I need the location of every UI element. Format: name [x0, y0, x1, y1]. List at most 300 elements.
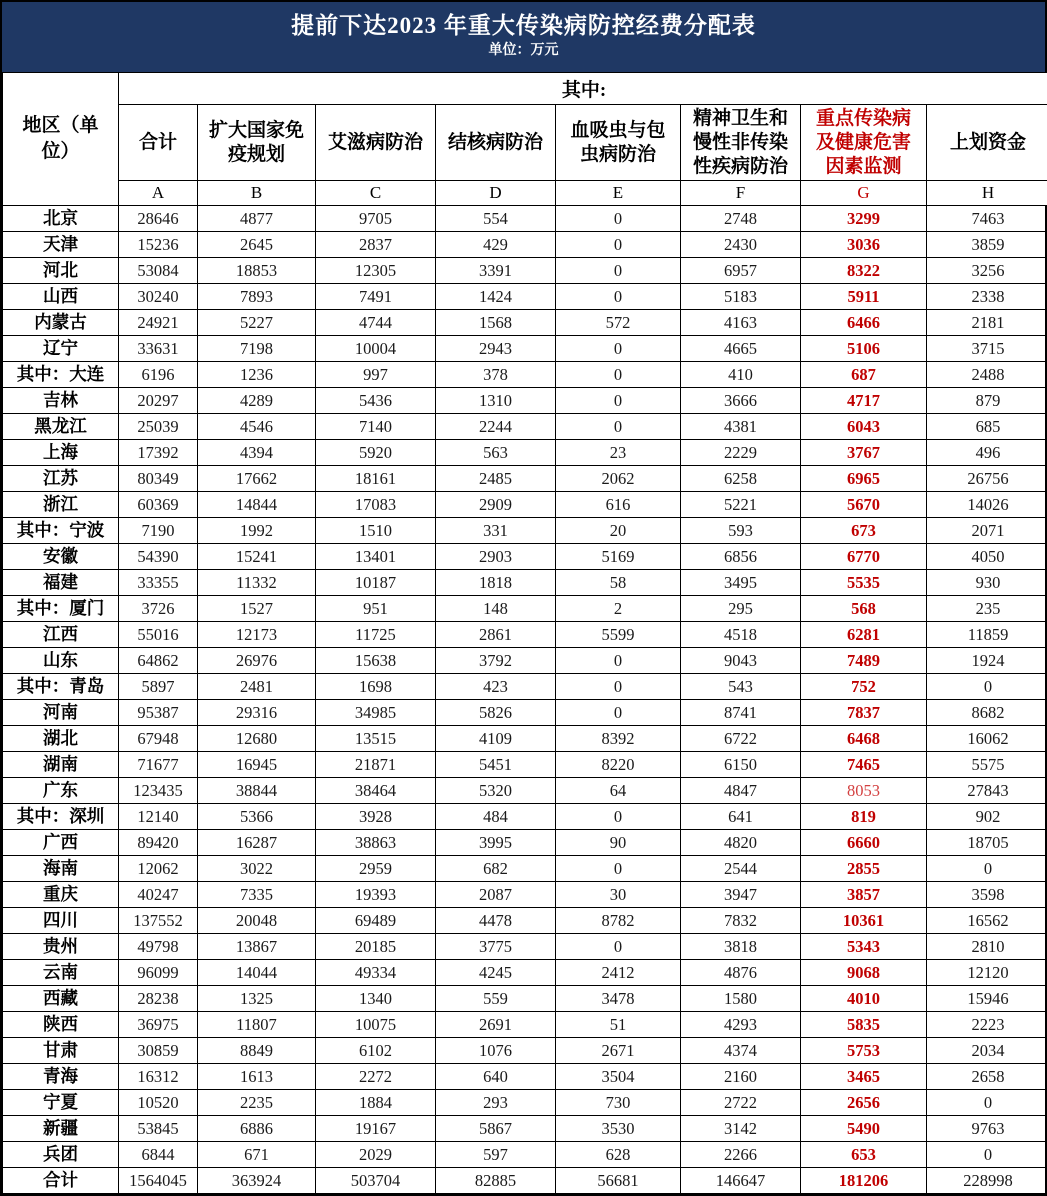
value-cell-h: 18705 — [927, 830, 1047, 856]
value-cell-h: 2223 — [927, 1012, 1047, 1038]
value-cell-b: 16945 — [198, 752, 316, 778]
value-cell-a: 60369 — [119, 492, 198, 518]
value-cell-a: 123435 — [119, 778, 198, 804]
value-cell-b: 4546 — [198, 414, 316, 440]
value-cell-d: 3792 — [436, 648, 556, 674]
value-cell-h: 27843 — [927, 778, 1047, 804]
value-cell-c: 10075 — [316, 1012, 436, 1038]
value-cell-h: 4050 — [927, 544, 1047, 570]
value-cell-c: 9705 — [316, 206, 436, 232]
value-cell-c: 34985 — [316, 700, 436, 726]
title-banner — [2, 2, 1045, 72]
col-letter-g: G — [801, 181, 927, 206]
value-cell-b: 14044 — [198, 960, 316, 986]
value-cell-h: 3256 — [927, 258, 1047, 284]
col-header-transferred-funds: 上划资金 — [927, 105, 1047, 181]
column-letters-row — [3, 181, 1047, 206]
value-cell-e: 616 — [556, 492, 681, 518]
value-cell-f: 2160 — [681, 1064, 801, 1090]
table-row — [3, 596, 1047, 622]
region-cell: 河南 — [3, 700, 119, 726]
value-cell-g: 5535 — [801, 570, 927, 596]
value-cell-c: 1698 — [316, 674, 436, 700]
value-cell-h: 3715 — [927, 336, 1047, 362]
value-cell-c: 503704 — [316, 1168, 436, 1194]
table-row — [3, 284, 1047, 310]
among-which-header: 其中: — [119, 73, 1047, 105]
value-cell-e: 8392 — [556, 726, 681, 752]
value-cell-g: 3857 — [801, 882, 927, 908]
value-cell-h: 8682 — [927, 700, 1047, 726]
value-cell-b: 2481 — [198, 674, 316, 700]
value-cell-b: 671 — [198, 1142, 316, 1168]
value-cell-a: 53084 — [119, 258, 198, 284]
value-cell-f: 3947 — [681, 882, 801, 908]
value-cell-f: 4876 — [681, 960, 801, 986]
region-cell: 山西 — [3, 284, 119, 310]
value-cell-d: 4109 — [436, 726, 556, 752]
value-cell-g: 5106 — [801, 336, 927, 362]
region-cell: 江西 — [3, 622, 119, 648]
region-cell: 辽宁 — [3, 336, 119, 362]
value-cell-e: 0 — [556, 258, 681, 284]
col-header-mental-health: 精神卫生和慢性非传染性疾病防治 — [681, 105, 801, 181]
value-cell-a: 33631 — [119, 336, 198, 362]
value-cell-f: 2430 — [681, 232, 801, 258]
value-cell-a: 3726 — [119, 596, 198, 622]
region-cell: 广东 — [3, 778, 119, 804]
value-cell-e: 2 — [556, 596, 681, 622]
value-cell-b: 5366 — [198, 804, 316, 830]
value-cell-e: 0 — [556, 648, 681, 674]
table-body — [3, 206, 1047, 1194]
value-cell-b: 4289 — [198, 388, 316, 414]
value-cell-g: 10361 — [801, 908, 927, 934]
value-cell-b: 29316 — [198, 700, 316, 726]
value-cell-d: 82885 — [436, 1168, 556, 1194]
value-cell-e: 20 — [556, 518, 681, 544]
value-cell-f: 6856 — [681, 544, 801, 570]
region-cell: 重庆 — [3, 882, 119, 908]
value-cell-f: 4381 — [681, 414, 801, 440]
value-cell-d: 293 — [436, 1090, 556, 1116]
table-row — [3, 1012, 1047, 1038]
value-cell-g: 181206 — [801, 1168, 927, 1194]
value-cell-c: 2272 — [316, 1064, 436, 1090]
value-cell-b: 2645 — [198, 232, 316, 258]
value-cell-e: 0 — [556, 674, 681, 700]
value-cell-d: 682 — [436, 856, 556, 882]
value-cell-b: 5227 — [198, 310, 316, 336]
value-cell-d: 2909 — [436, 492, 556, 518]
value-cell-c: 19167 — [316, 1116, 436, 1142]
value-cell-g: 8322 — [801, 258, 927, 284]
value-cell-b: 16287 — [198, 830, 316, 856]
value-cell-g: 6468 — [801, 726, 927, 752]
unit-label: 单位：万元 — [2, 41, 1045, 61]
value-cell-g: 819 — [801, 804, 927, 830]
region-cell: 湖南 — [3, 752, 119, 778]
value-cell-h: 902 — [927, 804, 1047, 830]
value-cell-c: 13515 — [316, 726, 436, 752]
value-cell-a: 12140 — [119, 804, 198, 830]
value-cell-d: 3391 — [436, 258, 556, 284]
region-cell: 贵州 — [3, 934, 119, 960]
value-cell-g: 8053 — [801, 778, 927, 804]
value-cell-f: 4820 — [681, 830, 801, 856]
value-cell-h: 2034 — [927, 1038, 1047, 1064]
table-row — [3, 1064, 1047, 1090]
value-cell-b: 20048 — [198, 908, 316, 934]
value-cell-c: 7491 — [316, 284, 436, 310]
region-cell: 安徽 — [3, 544, 119, 570]
value-cell-d: 484 — [436, 804, 556, 830]
value-cell-d: 1310 — [436, 388, 556, 414]
table-row — [3, 778, 1047, 804]
value-cell-a: 89420 — [119, 830, 198, 856]
value-cell-c: 49334 — [316, 960, 436, 986]
col-header-tb: 结核病防治 — [436, 105, 556, 181]
value-cell-a: 54390 — [119, 544, 198, 570]
value-cell-h: 930 — [927, 570, 1047, 596]
value-cell-b: 1992 — [198, 518, 316, 544]
value-cell-f: 1580 — [681, 986, 801, 1012]
value-cell-c: 10004 — [316, 336, 436, 362]
value-cell-d: 1818 — [436, 570, 556, 596]
value-cell-d: 1568 — [436, 310, 556, 336]
value-cell-a: 1564045 — [119, 1168, 198, 1194]
value-cell-d: 2087 — [436, 882, 556, 908]
value-cell-f: 410 — [681, 362, 801, 388]
value-cell-g: 5911 — [801, 284, 927, 310]
region-cell: 甘肃 — [3, 1038, 119, 1064]
col-header-total: 合计 — [119, 105, 198, 181]
value-cell-d: 2943 — [436, 336, 556, 362]
value-cell-g: 7837 — [801, 700, 927, 726]
value-cell-e: 0 — [556, 934, 681, 960]
col-header-aids: 艾滋病防治 — [316, 105, 436, 181]
table-row — [3, 336, 1047, 362]
value-cell-c: 2959 — [316, 856, 436, 882]
value-cell-d: 429 — [436, 232, 556, 258]
value-cell-g: 5670 — [801, 492, 927, 518]
value-cell-f: 2544 — [681, 856, 801, 882]
region-cell: 其中：青岛 — [3, 674, 119, 700]
region-cell: 河北 — [3, 258, 119, 284]
value-cell-f: 2722 — [681, 1090, 801, 1116]
value-cell-e: 2671 — [556, 1038, 681, 1064]
value-cell-a: 10520 — [119, 1090, 198, 1116]
value-cell-f: 4374 — [681, 1038, 801, 1064]
region-cell: 兵团 — [3, 1142, 119, 1168]
region-cell: 四川 — [3, 908, 119, 934]
value-cell-g: 2656 — [801, 1090, 927, 1116]
region-cell: 广西 — [3, 830, 119, 856]
value-cell-f: 295 — [681, 596, 801, 622]
value-cell-c: 7140 — [316, 414, 436, 440]
value-cell-h: 3598 — [927, 882, 1047, 908]
value-cell-c: 1510 — [316, 518, 436, 544]
value-cell-c: 2029 — [316, 1142, 436, 1168]
value-cell-e: 23 — [556, 440, 681, 466]
value-cell-b: 7893 — [198, 284, 316, 310]
value-cell-c: 15638 — [316, 648, 436, 674]
region-cell: 云南 — [3, 960, 119, 986]
value-cell-e: 51 — [556, 1012, 681, 1038]
region-cell: 合计 — [3, 1168, 119, 1194]
value-cell-c: 10187 — [316, 570, 436, 596]
value-cell-h: 1924 — [927, 648, 1047, 674]
value-cell-d: 2244 — [436, 414, 556, 440]
value-cell-h: 228998 — [927, 1168, 1047, 1194]
value-cell-g: 653 — [801, 1142, 927, 1168]
value-cell-b: 11807 — [198, 1012, 316, 1038]
value-cell-h: 14026 — [927, 492, 1047, 518]
value-cell-e: 0 — [556, 336, 681, 362]
value-cell-d: 1424 — [436, 284, 556, 310]
value-cell-b: 11332 — [198, 570, 316, 596]
value-cell-b: 18853 — [198, 258, 316, 284]
region-cell: 青海 — [3, 1064, 119, 1090]
col-header-key-disease-monitoring: 重点传染病及健康危害因素监测 — [801, 105, 927, 181]
value-cell-e: 5169 — [556, 544, 681, 570]
value-cell-a: 20297 — [119, 388, 198, 414]
table-row — [3, 674, 1047, 700]
value-cell-g: 6770 — [801, 544, 927, 570]
value-cell-f: 6722 — [681, 726, 801, 752]
value-cell-a: 25039 — [119, 414, 198, 440]
value-cell-f: 2229 — [681, 440, 801, 466]
value-cell-b: 7335 — [198, 882, 316, 908]
region-cell: 福建 — [3, 570, 119, 596]
value-cell-e: 0 — [556, 700, 681, 726]
value-cell-c: 1340 — [316, 986, 436, 1012]
value-cell-d: 640 — [436, 1064, 556, 1090]
column-headers-row — [3, 105, 1047, 181]
value-cell-a: 6844 — [119, 1142, 198, 1168]
value-cell-d: 5451 — [436, 752, 556, 778]
table-row — [3, 414, 1047, 440]
value-cell-e: 3530 — [556, 1116, 681, 1142]
table-row — [3, 830, 1047, 856]
value-cell-f: 146647 — [681, 1168, 801, 1194]
table-row — [3, 206, 1047, 232]
value-cell-c: 2837 — [316, 232, 436, 258]
value-cell-c: 18161 — [316, 466, 436, 492]
value-cell-g: 6281 — [801, 622, 927, 648]
col-letter-a: A — [119, 181, 198, 206]
value-cell-d: 423 — [436, 674, 556, 700]
value-cell-b: 12680 — [198, 726, 316, 752]
table-row — [3, 752, 1047, 778]
allocation-table — [2, 72, 1047, 1194]
value-cell-f: 3666 — [681, 388, 801, 414]
value-cell-h: 2071 — [927, 518, 1047, 544]
value-cell-d: 5320 — [436, 778, 556, 804]
value-cell-h: 9763 — [927, 1116, 1047, 1142]
value-cell-f: 3142 — [681, 1116, 801, 1142]
value-cell-c: 38863 — [316, 830, 436, 856]
value-cell-h: 2658 — [927, 1064, 1047, 1090]
value-cell-a: 16312 — [119, 1064, 198, 1090]
value-cell-a: 71677 — [119, 752, 198, 778]
value-cell-f: 9043 — [681, 648, 801, 674]
value-cell-a: 28646 — [119, 206, 198, 232]
value-cell-g: 3036 — [801, 232, 927, 258]
table-row — [3, 388, 1047, 414]
value-cell-c: 951 — [316, 596, 436, 622]
value-cell-f: 4518 — [681, 622, 801, 648]
value-cell-a: 36975 — [119, 1012, 198, 1038]
value-cell-a: 55016 — [119, 622, 198, 648]
value-cell-b: 4394 — [198, 440, 316, 466]
region-cell: 北京 — [3, 206, 119, 232]
value-cell-e: 0 — [556, 362, 681, 388]
value-cell-a: 12062 — [119, 856, 198, 882]
table-row — [3, 544, 1047, 570]
table-row — [3, 518, 1047, 544]
value-cell-h: 879 — [927, 388, 1047, 414]
value-cell-g: 6466 — [801, 310, 927, 336]
value-cell-f: 2266 — [681, 1142, 801, 1168]
value-cell-b: 2235 — [198, 1090, 316, 1116]
region-cell: 吉林 — [3, 388, 119, 414]
value-cell-f: 4163 — [681, 310, 801, 336]
value-cell-b: 26976 — [198, 648, 316, 674]
value-cell-g: 6660 — [801, 830, 927, 856]
value-cell-f: 7832 — [681, 908, 801, 934]
value-cell-e: 2062 — [556, 466, 681, 492]
value-cell-a: 17392 — [119, 440, 198, 466]
value-cell-h: 235 — [927, 596, 1047, 622]
value-cell-h: 0 — [927, 856, 1047, 882]
value-cell-f: 5221 — [681, 492, 801, 518]
value-cell-e: 0 — [556, 388, 681, 414]
region-cell: 山东 — [3, 648, 119, 674]
value-cell-h: 5575 — [927, 752, 1047, 778]
value-cell-d: 563 — [436, 440, 556, 466]
value-cell-b: 1613 — [198, 1064, 316, 1090]
value-cell-e: 64 — [556, 778, 681, 804]
value-cell-d: 2485 — [436, 466, 556, 492]
value-cell-h: 3859 — [927, 232, 1047, 258]
value-cell-c: 5436 — [316, 388, 436, 414]
region-cell: 其中：大连 — [3, 362, 119, 388]
value-cell-c: 3928 — [316, 804, 436, 830]
value-cell-f: 3495 — [681, 570, 801, 596]
value-cell-d: 554 — [436, 206, 556, 232]
value-cell-c: 4744 — [316, 310, 436, 336]
col-letter-b: B — [198, 181, 316, 206]
table-row — [3, 622, 1047, 648]
value-cell-c: 6102 — [316, 1038, 436, 1064]
value-cell-e: 3504 — [556, 1064, 681, 1090]
value-cell-a: 24921 — [119, 310, 198, 336]
value-cell-c: 997 — [316, 362, 436, 388]
col-header-immunization: 扩大国家免疫规划 — [198, 105, 316, 181]
value-cell-g: 6965 — [801, 466, 927, 492]
value-cell-c: 17083 — [316, 492, 436, 518]
value-cell-f: 593 — [681, 518, 801, 544]
region-cell: 陕西 — [3, 1012, 119, 1038]
value-cell-b: 1325 — [198, 986, 316, 1012]
value-cell-a: 6196 — [119, 362, 198, 388]
table-row — [3, 232, 1047, 258]
table-row — [3, 440, 1047, 466]
value-cell-e: 30 — [556, 882, 681, 908]
value-cell-a: 40247 — [119, 882, 198, 908]
value-cell-e: 58 — [556, 570, 681, 596]
value-cell-e: 2412 — [556, 960, 681, 986]
value-cell-g: 3299 — [801, 206, 927, 232]
value-cell-a: 5897 — [119, 674, 198, 700]
value-cell-g: 7489 — [801, 648, 927, 674]
value-cell-a: 15236 — [119, 232, 198, 258]
region-cell: 其中：宁波 — [3, 518, 119, 544]
table-row — [3, 362, 1047, 388]
value-cell-f: 543 — [681, 674, 801, 700]
value-cell-g: 4010 — [801, 986, 927, 1012]
table-row — [3, 258, 1047, 284]
table-row — [3, 960, 1047, 986]
value-cell-h: 2810 — [927, 934, 1047, 960]
value-cell-a: 33355 — [119, 570, 198, 596]
value-cell-d: 5826 — [436, 700, 556, 726]
value-cell-b: 4877 — [198, 206, 316, 232]
value-cell-h: 11859 — [927, 622, 1047, 648]
table-row — [3, 310, 1047, 336]
value-cell-g: 687 — [801, 362, 927, 388]
value-cell-d: 331 — [436, 518, 556, 544]
value-cell-b: 17662 — [198, 466, 316, 492]
value-cell-a: 49798 — [119, 934, 198, 960]
value-cell-g: 5490 — [801, 1116, 927, 1142]
table-row — [3, 648, 1047, 674]
value-cell-h: 2181 — [927, 310, 1047, 336]
value-cell-d: 1076 — [436, 1038, 556, 1064]
value-cell-e: 0 — [556, 284, 681, 310]
value-cell-g: 5343 — [801, 934, 927, 960]
value-cell-e: 90 — [556, 830, 681, 856]
table-row — [3, 1142, 1047, 1168]
table-row — [3, 856, 1047, 882]
region-cell: 湖北 — [3, 726, 119, 752]
value-cell-e: 0 — [556, 206, 681, 232]
region-cell: 内蒙古 — [3, 310, 119, 336]
value-cell-b: 3022 — [198, 856, 316, 882]
value-cell-h: 685 — [927, 414, 1047, 440]
value-cell-c: 69489 — [316, 908, 436, 934]
value-cell-e: 8782 — [556, 908, 681, 934]
among-which-row — [3, 73, 1047, 105]
value-cell-f: 4293 — [681, 1012, 801, 1038]
value-cell-a: 30859 — [119, 1038, 198, 1064]
value-cell-e: 572 — [556, 310, 681, 336]
table-row — [3, 570, 1047, 596]
value-cell-d: 378 — [436, 362, 556, 388]
value-cell-e: 56681 — [556, 1168, 681, 1194]
value-cell-h: 2338 — [927, 284, 1047, 310]
region-cell: 上海 — [3, 440, 119, 466]
value-cell-h: 7463 — [927, 206, 1047, 232]
value-cell-f: 8741 — [681, 700, 801, 726]
value-cell-f: 6258 — [681, 466, 801, 492]
value-cell-f: 3818 — [681, 934, 801, 960]
value-cell-g: 5753 — [801, 1038, 927, 1064]
value-cell-c: 38464 — [316, 778, 436, 804]
value-cell-h: 16062 — [927, 726, 1047, 752]
table-row — [3, 726, 1047, 752]
